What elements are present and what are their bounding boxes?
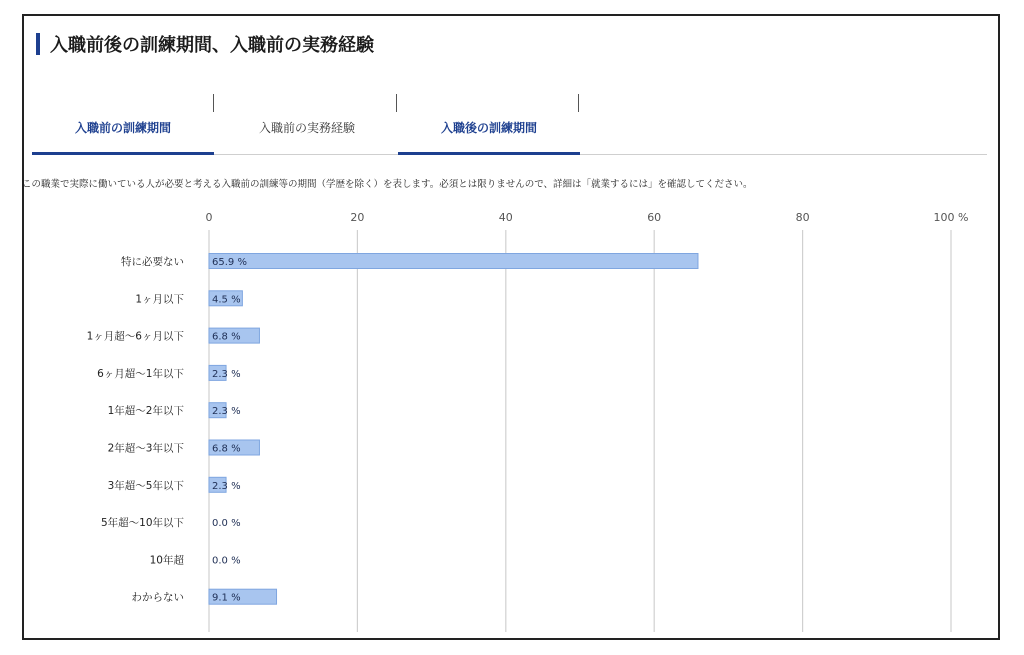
category-label: 1ヶ月超〜6ヶ月以下	[86, 330, 184, 343]
tab-pre-entry-experience[interactable]: 入職前の実務経験	[258, 120, 355, 135]
x-tick-label: 100 %	[933, 211, 969, 224]
category-label: 特に必要ない	[121, 256, 184, 268]
bar-value-label: 9.1 %	[212, 592, 241, 604]
x-tick-label: 0	[205, 211, 213, 224]
tab-post-entry-training[interactable]: 入職後の訓練期間	[398, 100, 580, 154]
category-label: 1年超〜2年以下	[107, 405, 184, 418]
x-tick-label: 60	[647, 211, 662, 224]
section-title: 入職前後の訓練期間、入職前の実務経験	[50, 35, 374, 56]
category-label: 6ヶ月超〜1年以下	[97, 367, 184, 380]
bar-value-label: 0.0 %	[212, 555, 241, 567]
bar-value-label: 2.3 %	[212, 406, 241, 418]
category-label: 3年超〜5年以下	[107, 479, 184, 492]
bar	[209, 254, 698, 269]
bar-value-label: 4.5 %	[212, 294, 241, 306]
bar-value-label: 0.0 %	[212, 518, 241, 530]
x-tick-label: 80	[795, 211, 810, 224]
category-label: 5年超〜10年以下	[100, 517, 184, 530]
x-tick-label: 20	[350, 211, 365, 224]
bar-value-label: 6.8 %	[212, 443, 241, 455]
tab-pre-entry-training[interactable]: 入職前の訓練期間	[32, 100, 214, 154]
bar-value-label: 2.3 %	[212, 368, 241, 380]
category-label: 2年超〜3年以下	[107, 442, 184, 455]
category-label: わからない	[131, 591, 184, 604]
bar-value-label: 2.3 %	[212, 480, 241, 492]
bar-value-label: 65.9 %	[212, 257, 247, 268]
category-label: 10年超	[149, 554, 184, 567]
x-tick-label: 40	[498, 211, 513, 224]
bar-value-label: 6.8 %	[212, 331, 241, 343]
category-label: 1ヶ月以下	[135, 293, 184, 306]
chart-description: この職業で実際に働いている人が必要と考える入職前の訓練等の期間（学歴を除く）を表します。必須とは限りませんので、詳細は「就業するには」を確認してください。	[22, 179, 753, 190]
